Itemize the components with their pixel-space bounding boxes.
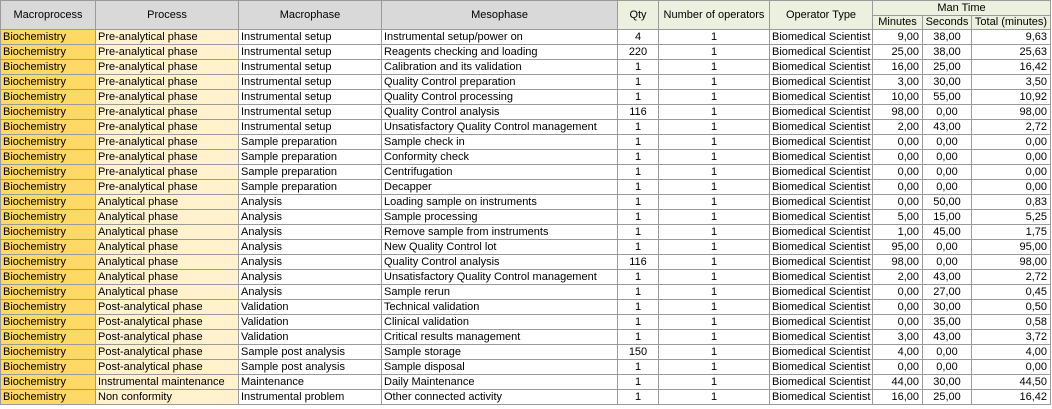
header-operator-type: Operator Type: [770, 1, 873, 30]
table-row: [1, 45, 1051, 60]
cell-mesophase: Sample storage: [382, 345, 618, 360]
cell-total: 44,50: [972, 375, 1051, 390]
cell-operator-type: Biomedical Scientist: [770, 75, 873, 90]
cell-minutes: 0,00: [873, 360, 923, 375]
cell-process: Post-analytical phase: [96, 330, 239, 345]
cell-minutes: 44,00: [873, 375, 923, 390]
header-operators: Number of operators: [659, 1, 770, 30]
cell-macroprocess: Biochemistry: [1, 135, 96, 150]
cell-operator-type: Biomedical Scientist: [770, 150, 873, 165]
table-row: [1, 240, 1051, 255]
cell-qty: 1: [618, 270, 659, 285]
cell-macroprocess: Biochemistry: [1, 345, 96, 360]
cell-minutes: 0,00: [873, 150, 923, 165]
cell-qty: 1: [618, 375, 659, 390]
cell-mesophase: Calibration and its validation: [382, 60, 618, 75]
cell-operators: 1: [659, 105, 770, 120]
cell-total: 9,63: [972, 30, 1051, 45]
cell-mesophase: Critical results management: [382, 330, 618, 345]
header-qty: Qty: [618, 1, 659, 30]
cell-macroprocess: Biochemistry: [1, 105, 96, 120]
cell-operators: 1: [659, 360, 770, 375]
header-process: Process: [96, 1, 239, 30]
cell-operators: 1: [659, 240, 770, 255]
cell-minutes: 10,00: [873, 90, 923, 105]
cell-total: 98,00: [972, 255, 1051, 270]
cell-process: Analytical phase: [96, 210, 239, 225]
cell-operators: 1: [659, 90, 770, 105]
table-body: [1, 30, 1051, 405]
cell-qty: 1: [618, 75, 659, 90]
cell-process: Pre-analytical phase: [96, 90, 239, 105]
cell-total: 5,25: [972, 210, 1051, 225]
cell-process: Analytical phase: [96, 195, 239, 210]
cell-total: 95,00: [972, 240, 1051, 255]
cell-process: Pre-analytical phase: [96, 180, 239, 195]
table-row: [1, 135, 1051, 150]
cell-macrophase: Sample post analysis: [239, 360, 382, 375]
cell-minutes: 1,00: [873, 225, 923, 240]
cell-total: 2,72: [972, 270, 1051, 285]
cell-macroprocess: Biochemistry: [1, 75, 96, 90]
cell-operators: 1: [659, 285, 770, 300]
cell-mesophase: Quality Control processing: [382, 90, 618, 105]
cell-operator-type: Biomedical Scientist: [770, 345, 873, 360]
cell-operators: 1: [659, 165, 770, 180]
cell-process: Pre-analytical phase: [96, 75, 239, 90]
cell-process: Post-analytical phase: [96, 360, 239, 375]
cell-mesophase: Centrifugation: [382, 165, 618, 180]
cell-operators: 1: [659, 300, 770, 315]
header-macroprocess: Macroprocess: [1, 1, 96, 30]
table-row: [1, 390, 1051, 405]
cell-seconds: 0,00: [923, 180, 972, 195]
table-row: [1, 345, 1051, 360]
cell-seconds: 25,00: [923, 60, 972, 75]
cell-macroprocess: Biochemistry: [1, 375, 96, 390]
table-row: [1, 225, 1051, 240]
table-header: [1, 1, 1051, 30]
header-man-time: Man Time: [873, 1, 1051, 16]
cell-process: Pre-analytical phase: [96, 135, 239, 150]
cell-process: Non conformity: [96, 390, 239, 405]
cell-total: 0,58: [972, 315, 1051, 330]
cell-total: 0,00: [972, 360, 1051, 375]
table-row: [1, 120, 1051, 135]
cell-qty: 1: [618, 135, 659, 150]
cell-macrophase: Instrumental setup: [239, 60, 382, 75]
cell-operators: 1: [659, 210, 770, 225]
cell-seconds: 0,00: [923, 135, 972, 150]
cell-macroprocess: Biochemistry: [1, 285, 96, 300]
cell-minutes: 0,00: [873, 300, 923, 315]
cell-total: 16,42: [972, 390, 1051, 405]
cell-mesophase: Sample rerun: [382, 285, 618, 300]
table-row: [1, 210, 1051, 225]
cell-total: 0,45: [972, 285, 1051, 300]
cell-total: 3,50: [972, 75, 1051, 90]
cell-mesophase: Sample processing: [382, 210, 618, 225]
table-row: [1, 285, 1051, 300]
cell-operators: 1: [659, 195, 770, 210]
cell-mesophase: Loading sample on instruments: [382, 195, 618, 210]
cell-qty: 1: [618, 360, 659, 375]
cell-minutes: 2,00: [873, 270, 923, 285]
cell-operators: 1: [659, 390, 770, 405]
cell-operators: 1: [659, 135, 770, 150]
cell-process: Analytical phase: [96, 270, 239, 285]
cell-operator-type: Biomedical Scientist: [770, 30, 873, 45]
cell-minutes: 2,00: [873, 120, 923, 135]
cell-operators: 1: [659, 315, 770, 330]
cell-qty: 150: [618, 345, 659, 360]
cell-macrophase: Analysis: [239, 210, 382, 225]
cell-process: Post-analytical phase: [96, 315, 239, 330]
table-row: [1, 75, 1051, 90]
cell-macroprocess: Biochemistry: [1, 165, 96, 180]
cell-operator-type: Biomedical Scientist: [770, 300, 873, 315]
cell-minutes: 25,00: [873, 45, 923, 60]
cell-total: 0,50: [972, 300, 1051, 315]
cell-seconds: 30,00: [923, 300, 972, 315]
cell-total: 16,42: [972, 60, 1051, 75]
cell-operator-type: Biomedical Scientist: [770, 165, 873, 180]
cell-operators: 1: [659, 60, 770, 75]
cell-operators: 1: [659, 330, 770, 345]
cell-macrophase: Maintenance: [239, 375, 382, 390]
cell-qty: 1: [618, 165, 659, 180]
table-row: [1, 30, 1051, 45]
cell-qty: 1: [618, 225, 659, 240]
cell-process: Pre-analytical phase: [96, 150, 239, 165]
cell-minutes: 0,00: [873, 135, 923, 150]
cell-operators: 1: [659, 180, 770, 195]
cell-minutes: 0,00: [873, 285, 923, 300]
cell-operators: 1: [659, 30, 770, 45]
cell-qty: 1: [618, 120, 659, 135]
cell-macroprocess: Biochemistry: [1, 90, 96, 105]
cell-mesophase: Quality Control analysis: [382, 255, 618, 270]
cell-macrophase: Analysis: [239, 195, 382, 210]
cell-process: Instrumental maintenance: [96, 375, 239, 390]
cell-mesophase: Quality Control preparation: [382, 75, 618, 90]
cell-minutes: 95,00: [873, 240, 923, 255]
cell-macroprocess: Biochemistry: [1, 45, 96, 60]
cell-total: 0,00: [972, 165, 1051, 180]
cell-macrophase: Analysis: [239, 270, 382, 285]
cell-qty: 1: [618, 180, 659, 195]
cell-process: Post-analytical phase: [96, 300, 239, 315]
cell-total: 10,92: [972, 90, 1051, 105]
cell-minutes: 16,00: [873, 390, 923, 405]
cell-macroprocess: Biochemistry: [1, 240, 96, 255]
cell-qty: 1: [618, 240, 659, 255]
cell-seconds: 25,00: [923, 390, 972, 405]
cell-macroprocess: Biochemistry: [1, 210, 96, 225]
cell-operator-type: Biomedical Scientist: [770, 195, 873, 210]
cell-operator-type: Biomedical Scientist: [770, 45, 873, 60]
cell-seconds: 0,00: [923, 240, 972, 255]
cell-qty: 1: [618, 60, 659, 75]
cell-macroprocess: Biochemistry: [1, 315, 96, 330]
cell-macrophase: Instrumental setup: [239, 105, 382, 120]
cell-minutes: 16,00: [873, 60, 923, 75]
cell-process: Pre-analytical phase: [96, 45, 239, 60]
cell-mesophase: Quality Control analysis: [382, 105, 618, 120]
cell-operator-type: Biomedical Scientist: [770, 105, 873, 120]
cell-seconds: 30,00: [923, 75, 972, 90]
cell-seconds: 38,00: [923, 30, 972, 45]
cell-minutes: 3,00: [873, 330, 923, 345]
cell-minutes: 0,00: [873, 165, 923, 180]
cell-macrophase: Sample post analysis: [239, 345, 382, 360]
cell-operator-type: Biomedical Scientist: [770, 285, 873, 300]
cell-macrophase: Instrumental setup: [239, 30, 382, 45]
cell-operator-type: Biomedical Scientist: [770, 330, 873, 345]
cell-process: Pre-analytical phase: [96, 30, 239, 45]
cell-process: Post-analytical phase: [96, 345, 239, 360]
cell-macrophase: Sample preparation: [239, 135, 382, 150]
cell-macroprocess: Biochemistry: [1, 120, 96, 135]
cell-total: 25,63: [972, 45, 1051, 60]
cell-operator-type: Biomedical Scientist: [770, 225, 873, 240]
cell-mesophase: Clinical validation: [382, 315, 618, 330]
cell-total: 2,72: [972, 120, 1051, 135]
header-total: Total (minutes): [972, 16, 1051, 30]
table-row: [1, 300, 1051, 315]
cell-minutes: 98,00: [873, 105, 923, 120]
table-row: [1, 315, 1051, 330]
cell-process: Pre-analytical phase: [96, 165, 239, 180]
cell-minutes: 0,00: [873, 195, 923, 210]
table-row: [1, 255, 1051, 270]
cell-mesophase: Daily Maintenance: [382, 375, 618, 390]
table-row: [1, 360, 1051, 375]
table-row: [1, 330, 1051, 345]
cell-seconds: 15,00: [923, 210, 972, 225]
cell-mesophase: Reagents checking and loading: [382, 45, 618, 60]
header-minutes: Minutes: [873, 16, 923, 30]
cell-minutes: 4,00: [873, 345, 923, 360]
cell-macroprocess: Biochemistry: [1, 300, 96, 315]
cell-mesophase: Sample check in: [382, 135, 618, 150]
table-row: [1, 270, 1051, 285]
table-row: [1, 150, 1051, 165]
header-mesophase: Mesophase: [382, 1, 618, 30]
table-row: [1, 60, 1051, 75]
cell-operator-type: Biomedical Scientist: [770, 180, 873, 195]
cell-operator-type: Biomedical Scientist: [770, 360, 873, 375]
cell-operators: 1: [659, 345, 770, 360]
cell-process: Analytical phase: [96, 255, 239, 270]
cell-process: Analytical phase: [96, 240, 239, 255]
cell-seconds: 0,00: [923, 150, 972, 165]
cell-operator-type: Biomedical Scientist: [770, 120, 873, 135]
cell-macrophase: Sample preparation: [239, 165, 382, 180]
cell-qty: 1: [618, 300, 659, 315]
cell-macroprocess: Biochemistry: [1, 180, 96, 195]
cell-mesophase: Decapper: [382, 180, 618, 195]
cell-macrophase: Analysis: [239, 225, 382, 240]
cell-mesophase: Unsatisfactory Quality Control management: [382, 270, 618, 285]
header-seconds: Seconds: [923, 16, 972, 30]
cell-macrophase: Instrumental setup: [239, 120, 382, 135]
cell-seconds: 45,00: [923, 225, 972, 240]
cell-operator-type: Biomedical Scientist: [770, 375, 873, 390]
cell-process: Analytical phase: [96, 285, 239, 300]
cell-mesophase: Instrumental setup/power on: [382, 30, 618, 45]
cell-mesophase: Conformity check: [382, 150, 618, 165]
cell-macroprocess: Biochemistry: [1, 60, 96, 75]
cell-process: Pre-analytical phase: [96, 60, 239, 75]
cell-total: 0,00: [972, 135, 1051, 150]
cell-mesophase: Remove sample from instruments: [382, 225, 618, 240]
cell-qty: 1: [618, 195, 659, 210]
cell-macroprocess: Biochemistry: [1, 330, 96, 345]
cell-minutes: 0,00: [873, 315, 923, 330]
cell-minutes: 3,00: [873, 75, 923, 90]
cell-operators: 1: [659, 150, 770, 165]
cell-qty: 1: [618, 390, 659, 405]
cell-operators: 1: [659, 120, 770, 135]
cell-qty: 1: [618, 210, 659, 225]
cell-seconds: 27,00: [923, 285, 972, 300]
cell-qty: 1: [618, 285, 659, 300]
cell-qty: 1: [618, 330, 659, 345]
table-row: [1, 180, 1051, 195]
cell-operators: 1: [659, 270, 770, 285]
cell-operator-type: Biomedical Scientist: [770, 240, 873, 255]
header-macrophase: Macrophase: [239, 1, 382, 30]
cell-operator-type: Biomedical Scientist: [770, 315, 873, 330]
cell-process: Pre-analytical phase: [96, 105, 239, 120]
cell-operators: 1: [659, 225, 770, 240]
cell-macrophase: Instrumental setup: [239, 75, 382, 90]
cell-macroprocess: Biochemistry: [1, 30, 96, 45]
cell-operators: 1: [659, 375, 770, 390]
cell-qty: 4: [618, 30, 659, 45]
cell-macrophase: Validation: [239, 315, 382, 330]
cell-macroprocess: Biochemistry: [1, 390, 96, 405]
cell-operator-type: Biomedical Scientist: [770, 90, 873, 105]
cell-operator-type: Biomedical Scientist: [770, 390, 873, 405]
cell-macrophase: Sample preparation: [239, 180, 382, 195]
cell-minutes: 5,00: [873, 210, 923, 225]
cell-qty: 116: [618, 105, 659, 120]
cell-qty: 220: [618, 45, 659, 60]
cell-macrophase: Validation: [239, 300, 382, 315]
cell-macrophase: Instrumental problem: [239, 390, 382, 405]
cell-mesophase: Unsatisfactory Quality Control management: [382, 120, 618, 135]
cell-total: 1,75: [972, 225, 1051, 240]
cell-seconds: 0,00: [923, 165, 972, 180]
cell-seconds: 43,00: [923, 330, 972, 345]
cell-minutes: 9,00: [873, 30, 923, 45]
cell-total: 98,00: [972, 105, 1051, 120]
cell-seconds: 43,00: [923, 270, 972, 285]
cell-macrophase: Analysis: [239, 285, 382, 300]
cell-operators: 1: [659, 75, 770, 90]
table-row: [1, 165, 1051, 180]
cell-seconds: 50,00: [923, 195, 972, 210]
cell-macrophase: Instrumental setup: [239, 45, 382, 60]
cell-seconds: 0,00: [923, 255, 972, 270]
cell-macroprocess: Biochemistry: [1, 225, 96, 240]
cell-operator-type: Biomedical Scientist: [770, 255, 873, 270]
cell-seconds: 0,00: [923, 345, 972, 360]
cell-macrophase: Instrumental setup: [239, 90, 382, 105]
cell-qty: 116: [618, 255, 659, 270]
cell-seconds: 35,00: [923, 315, 972, 330]
cell-macroprocess: Biochemistry: [1, 270, 96, 285]
cell-total: 3,72: [972, 330, 1051, 345]
cell-seconds: 0,00: [923, 105, 972, 120]
cell-total: 0,00: [972, 180, 1051, 195]
cell-qty: 1: [618, 90, 659, 105]
cell-operator-type: Biomedical Scientist: [770, 60, 873, 75]
cell-operator-type: Biomedical Scientist: [770, 210, 873, 225]
cell-macrophase: Analysis: [239, 240, 382, 255]
cell-seconds: 43,00: [923, 120, 972, 135]
table-row: [1, 105, 1051, 120]
cell-mesophase: Other connected activity: [382, 390, 618, 405]
cell-mesophase: Sample disposal: [382, 360, 618, 375]
cell-process: Pre-analytical phase: [96, 120, 239, 135]
cell-seconds: 55,00: [923, 90, 972, 105]
cell-total: 0,00: [972, 150, 1051, 165]
cell-minutes: 0,00: [873, 180, 923, 195]
cell-operators: 1: [659, 45, 770, 60]
cell-qty: 1: [618, 150, 659, 165]
cell-operator-type: Biomedical Scientist: [770, 270, 873, 285]
cell-seconds: 30,00: [923, 375, 972, 390]
cell-seconds: 38,00: [923, 45, 972, 60]
cell-macroprocess: Biochemistry: [1, 360, 96, 375]
cell-seconds: 0,00: [923, 360, 972, 375]
cell-macroprocess: Biochemistry: [1, 150, 96, 165]
cell-qty: 1: [618, 315, 659, 330]
cell-operators: 1: [659, 255, 770, 270]
cell-total: 0,83: [972, 195, 1051, 210]
cell-process: Analytical phase: [96, 225, 239, 240]
cell-macrophase: Sample preparation: [239, 150, 382, 165]
cell-macrophase: Validation: [239, 330, 382, 345]
cell-macroprocess: Biochemistry: [1, 255, 96, 270]
table-row: [1, 195, 1051, 210]
cell-macroprocess: Biochemistry: [1, 195, 96, 210]
cell-total: 4,00: [972, 345, 1051, 360]
cell-operator-type: Biomedical Scientist: [770, 135, 873, 150]
cell-mesophase: Technical validation: [382, 300, 618, 315]
table-row: [1, 90, 1051, 105]
table-row: [1, 375, 1051, 390]
cell-macrophase: Analysis: [239, 255, 382, 270]
cell-mesophase: New Quality Control lot: [382, 240, 618, 255]
cell-minutes: 98,00: [873, 255, 923, 270]
